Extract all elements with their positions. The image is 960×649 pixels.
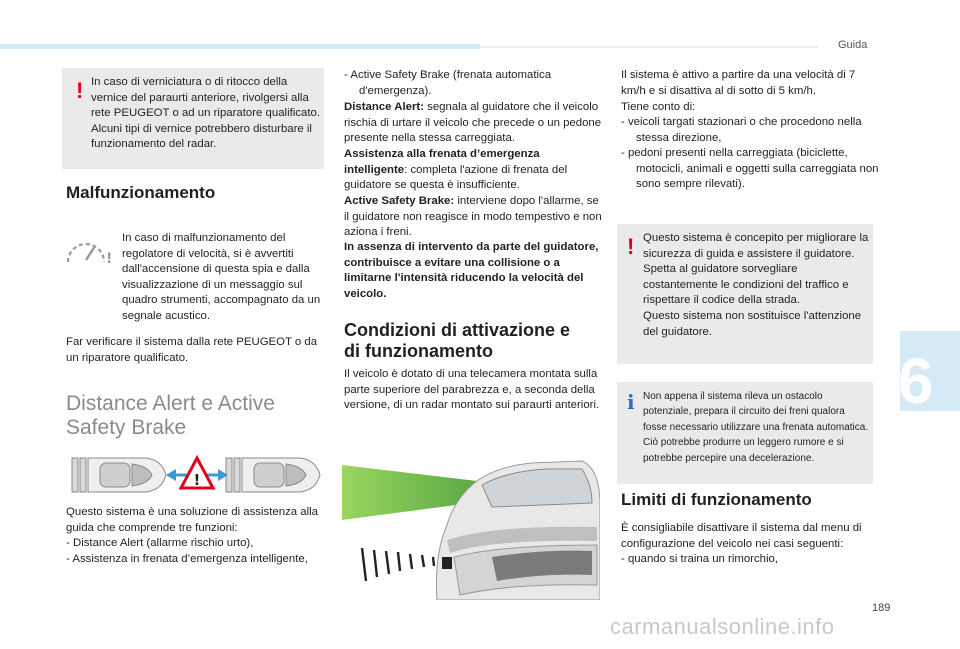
dae-list-item-1: [66, 536, 339, 552]
warning-design-text: Questo sistema è concepito per migliorare la sicurezza di guida e assistere il guidatore. Spetta al guidatore sorvegliare costantemente le condizioni del traffico e rispettare il codice della strada. Questo sistema non sostituisce l'attenzione del guidatore.: [643, 232, 869, 338]
asb-list-item-text: Active Safety Brake (frenata automatica d'emergenza).: [350, 69, 552, 97]
info-brake-text: Non appena il sistema rileva un ostacolo potenziale, prepara il circuito dei freni qualora fosse necessario utilizzare una frenata automatica. Ciò potrebbe produrre un leggero rumore e si potrebbe percepire una decelerazione.: [643, 391, 869, 464]
no-action-paragraph: In assenza di intervento da parte del guidatore, contribuisce a evitare una collisione o a limitarne l'intensità riducendo la velocità del veicolo.: [344, 241, 599, 300]
dae-list-item-2: [66, 552, 339, 568]
warning-icon: !: [627, 234, 635, 259]
dae-title: Distance Alert e Active Safety Brake: [66, 392, 275, 439]
asb-paragraph: [344, 194, 602, 241]
bullet: -: [621, 553, 625, 565]
active-text: Il sistema è attivo a partire da una velocità di 7 km/h e si disattiva al di sotto di 5 km/h.: [621, 69, 856, 97]
warning-icon: !: [76, 78, 84, 103]
distance-alert-label: Distance Alert:: [344, 101, 424, 113]
consider-list-item-2-text: pedoni presenti nella carreggiata (biciclette, motocicli, animali e oggetti sulla carreggiata non sono sempre rilevati).: [627, 147, 879, 191]
malfunction-text: In caso di malfunzionamento del regolatore di velocità, si è avvertiti dall'accensione di questa spia e dalla visualizzazione di un messaggio sul quadro strumenti, accompagnato da un segnale acustico.: [122, 232, 321, 322]
asb-text: interviene dopo l'allarme, se il guidatore non reagisce in modo tempestivo e non aziona i freni.: [344, 195, 602, 239]
info-icon: i: [627, 390, 635, 414]
conditions-title: Condizioni di attivazione e di funzionamento: [344, 320, 571, 361]
svg-text:!: !: [106, 251, 112, 267]
assist-text: : completa l'azione di frenata del guidatore se questa è insufficiente.: [344, 163, 568, 192]
consider-list-item-2: [621, 146, 894, 193]
limits-text: È consigliabile disattivare il sistema dal menu di configurazione del veicolo nei casi seguenti:: [621, 522, 862, 550]
consider-list-item-1: [621, 115, 894, 146]
header-bar: [0, 44, 480, 49]
warning-paint-text: In caso di verniciatura o di ritocco della vernice del paraurti anteriore, rivolgersi alla rete PEUGEOT o ad un riparatore qualificato. Alcuni tipi di vernice potrebbero disturbare il funzionamento del radar.: [91, 76, 320, 151]
bullet: -: [621, 116, 625, 128]
bullet: -: [66, 553, 70, 565]
distance-alert-paragraph: [344, 100, 602, 147]
cars-illustration: [66, 452, 326, 498]
limits-list-item-1-text: quando si traina un rimorchio,: [627, 553, 779, 565]
bullet: -: [66, 537, 70, 549]
distance-alert-text: segnala al guidatore che il veicolo rischia di urtare il veicolo che precede o un pedone presente nella stessa carreggiata.: [344, 101, 602, 145]
dae-intro: Questo sistema è una soluzione di assistenza alla guida che comprende tre funzioni:: [66, 506, 319, 534]
bullet: -: [621, 147, 625, 159]
assist-label: Assistenza alla frenata d’emergenza intelligente: [344, 148, 540, 176]
chapter-number: 6: [898, 345, 934, 417]
watermark: carmanualsonline.info: [610, 614, 835, 639]
header-bar-thin: [480, 46, 818, 48]
malfunction-check-text: Far verificare il sistema dalla rete PEUGEOT o da un riparatore qualificato.: [66, 336, 318, 364]
dae-list-item-1-text: Distance Alert (allarme rischio urto),: [72, 537, 254, 549]
speed-limiter-warning-icon: [62, 232, 112, 268]
assist-paragraph: [344, 147, 602, 194]
car-radar-illustration: [342, 445, 600, 600]
dae-list-item-2-text: Assistenza in frenata d’emergenza intelligente,: [72, 553, 308, 565]
bullet: -: [344, 69, 348, 81]
asb-list-item: [344, 68, 614, 99]
section-title: Guida: [838, 39, 868, 51]
svg-text:!: !: [193, 471, 201, 489]
limits-title: Limiti di funzionamento: [621, 490, 812, 509]
consider-text: Tiene conto di:: [621, 101, 696, 113]
page-number: 189: [872, 602, 891, 614]
consider-list-item-1-text: veicoli targati stazionari o che procedono nella stessa direzione,: [627, 116, 862, 144]
asb-label: Active Safety Brake:: [344, 195, 455, 207]
limits-list-item-1: [621, 552, 894, 568]
conditions-text: Il veicolo è dotato di una telecamera montata sulla parte superiore del parabrezza e, a seconda della versione, di un radar montato sui paraurti anteriori.: [344, 368, 600, 412]
malfunction-title: Malfunzionamento: [66, 183, 216, 202]
